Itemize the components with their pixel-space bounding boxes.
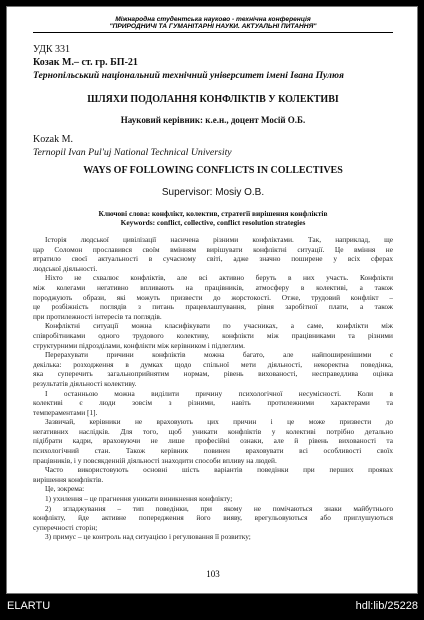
body-line: людської діяльності.	[33, 263, 98, 273]
document-page	[6, 6, 418, 594]
conference-header-line2: "ПРИРОДНИЧІ ТА ГУМАНІТАРНІ НАУКИ. АКТУАЛЬНІ ПИТАННЯ"	[109, 23, 317, 30]
body-line: при протилежності інтересів та поглядів.	[33, 311, 162, 321]
body-line: суперечності сторін;	[33, 522, 98, 532]
body-line: І останньою можна виділити причину психологічної несумісності. Коли в	[45, 388, 393, 398]
body-line: психологічний стан. Також керівник повинен враховувати всі особливості своїх	[33, 446, 393, 456]
body-line: Часто використовують основні шість варіантів поведінки при перших проявах	[45, 465, 393, 475]
body-line: 3) примус – це контроль над ситуацією і регулювання її розвитку;	[45, 532, 251, 542]
body-line: працівників, і у повсякденній діяльності знаходити способи впливу на людей.	[33, 455, 277, 465]
body-line: конфлікту, йде активне попередження його вияву, врегульовуються або приглушуються	[33, 513, 393, 523]
page-number: 103	[206, 569, 220, 579]
udc-code: УДК 331	[33, 44, 71, 55]
body-line: породжують образи, які можуть призвести до жорстокості. Отже, трудовий конфлікт –	[33, 292, 393, 302]
affiliation-en: Ternopil Ivan Pul'uj National Technical University	[33, 147, 232, 158]
body-line: структурними підрозділами, конфлікти між керівником і підлеглим.	[33, 340, 246, 350]
header-rule	[33, 32, 393, 33]
keywords-ua: Ключові слова: конфлікт, колектив, стратегії вирішення конфліктів	[98, 209, 328, 218]
conference-header-line1: Міжнародна студентська науково - технічна конференція	[115, 16, 311, 23]
body-line: вирішення конфліктів.	[33, 474, 104, 484]
affiliation-ua: Тернопільський національний технічний університет імені Івана Пулюя	[33, 70, 344, 81]
author-ua: Козак М.– ст. гр. БП-21	[33, 57, 138, 68]
title-en: WAYS OF FOLLOWING CONFLICTS IN COLLECTIVES	[83, 165, 343, 176]
body-line: Конфліктні ситуації можна класифікувати по учасниках, а саме, конфлікти між	[45, 321, 393, 331]
body-line: 1) ухилення – це прагнення уникати виникнення конфлікту;	[45, 494, 233, 504]
article-body	[33, 235, 393, 542]
body-line: Ніхто не схвалює конфліктів, але всі активно беруть в них участь. Конфлікти	[45, 273, 393, 283]
author-en: Kozak M.	[33, 134, 73, 145]
body-line: результатів діяльності колективу.	[33, 378, 137, 388]
supervisor-en: Supervisor: Mosiy O.B.	[161, 187, 265, 198]
supervisor-ua: Науковий керівник: к.е.н., доцент Мосій О.Б.	[120, 115, 306, 125]
body-line: Історія людської цивілізації насичена різними конфліктами. Так, наприклад, ще	[45, 235, 393, 244]
keywords-en: Keywords: conflict, collective, conflict resolution strategies	[120, 218, 306, 227]
body-line: Це, зокрема:	[45, 484, 85, 494]
footer-left-label: ELARTU	[7, 600, 51, 612]
body-line: це розбіжність поглядів з питань працевлаштування, рівня заробітної плати, а також	[33, 302, 393, 312]
body-line: негативних наслідків. Для того, щоб уникати конфліктів у колективі потрібно детально	[33, 426, 393, 436]
body-line: цар Соломон прославився своїм вмінням вирішувати конфліктні ситуації. Це вміння не	[33, 244, 393, 254]
title-ua: ШЛЯХИ ПОДОЛАННЯ КОНФЛІКТІВ У КОЛЕКТИВІ	[87, 94, 339, 105]
body-line: декілька: розходження в думках щодо спільної мети діяльності, некоректна поведінка,	[33, 359, 393, 369]
repository-footer	[0, 594, 424, 620]
body-line: між колегами негативно впливають на працівників, атмосферу в колективі, а також	[33, 282, 393, 292]
body-line: співробітниками одного трудового колективу, конфлікти між працівниками та різними	[33, 330, 393, 340]
body-line: Перерахувати причини конфліктів можна багато, але найпоширенішими є	[45, 350, 393, 360]
body-line: підібрати кадри, враховуючи не лише професійні ознаки, але й рівень вихованості та	[33, 436, 393, 446]
body-line: Зазвичай, керівники не враховують цих причин і це може призвести до	[45, 417, 393, 427]
footer-handle: hdl:lib/25228	[355, 600, 418, 612]
body-line: колективі є люди зовсім з різними, навіть протилежними характерами та	[33, 398, 393, 408]
body-line: 2) згладжування – тип поведінки, при якому не помічаються знаки майбутнього	[45, 503, 393, 513]
body-line: темпераментами [1].	[33, 407, 98, 417]
body-line: яка суперечить загальноприйнятим нормам, рівень вихованості, несправедлива оцінка	[33, 369, 393, 379]
body-line: втратило своєї актуальності в сучасному світі, адже значно поширене у всіх сферах	[33, 254, 393, 264]
